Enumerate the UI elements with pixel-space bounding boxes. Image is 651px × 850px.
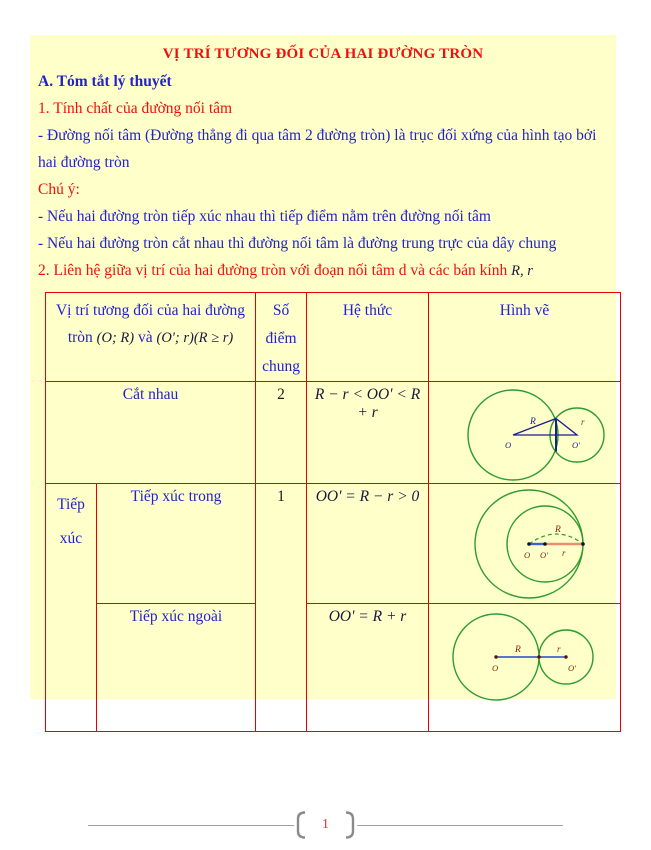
page-title: VỊ TRÍ TƯƠNG ĐỐI CỦA HAI ĐƯỜNG TRÒN (162, 46, 484, 62)
point-O (527, 542, 531, 546)
item-1-heading: 1. Tính chất của đường nối tâm (38, 100, 233, 117)
note-label: Chú ý: (38, 181, 80, 198)
label-r: r (581, 417, 585, 427)
page-footer (88, 808, 563, 842)
point-tangency (581, 542, 585, 546)
point-O-prime (564, 655, 567, 658)
cell-formula-tx-ngoai: OO' = R + r (307, 604, 429, 732)
label-O: O (492, 663, 499, 673)
label-O-prime: O' (568, 663, 576, 673)
row-intersecting (46, 382, 621, 484)
header-position-and: và (137, 329, 153, 346)
header-position-math2: (O'; r)(R ≥ r) (156, 330, 234, 346)
note-2: - Nếu hai đường tròn cắt nhau thì đường nối tâm là đường trung trực của dây chung (38, 235, 557, 252)
cell-label-tx-trong: Tiếp xúc trong (97, 484, 256, 604)
figure-internal-tangent-circles (431, 488, 620, 603)
page-number: 1 (322, 817, 329, 832)
center-triangle (513, 419, 577, 436)
section-a-heading: A. Tóm tắt lý thuyết (38, 73, 172, 90)
item-2-heading (38, 257, 608, 285)
left-bracket-icon (294, 810, 307, 840)
footer-rule-left (88, 825, 294, 826)
label-r: r (562, 548, 566, 558)
point-O (494, 655, 497, 658)
cell-group-tiep-xuc: Tiếp xúc (46, 484, 97, 732)
table-header-row (46, 293, 621, 382)
row-internal-tangent (46, 484, 621, 604)
note-1: - Nếu hai đường tròn tiếp xúc nhau thì tiếp điểm nằm trên đường nối tâm (38, 208, 491, 225)
figure-external-tangent-circles (431, 608, 620, 731)
header-cell-position (46, 293, 256, 382)
cell-count-tiep-xuc: 1 (256, 484, 307, 732)
label-O-prime: O' (572, 440, 580, 450)
header-cell-common-points: Số điểm chung (256, 293, 307, 382)
item-2-math: R, r (511, 263, 533, 279)
label-O-prime: O' (540, 550, 548, 560)
label-R: R (555, 525, 561, 535)
cell-label-cat-nhau: Cắt nhau (46, 382, 256, 484)
cell-label-tx-ngoai: Tiếp xúc ngoài (97, 604, 256, 732)
label-R: R (530, 417, 536, 427)
point-O-prime (543, 542, 547, 546)
header-position-text: Vị trí tương đối của hai đường tròn (55, 302, 246, 346)
cell-count-cat-nhau: 2 (256, 382, 307, 484)
figure-intersecting-circles (431, 386, 620, 483)
footer-rule-right (357, 825, 563, 826)
point-tangency (537, 655, 540, 658)
header-cell-figure: Hình vẽ (429, 293, 621, 382)
row-external-tangent (46, 604, 621, 732)
label-O: O (524, 550, 531, 560)
cell-formula-cat-nhau: R − r < OO' < R + r (307, 382, 429, 484)
relative-position-table (45, 292, 621, 732)
cell-figure-tx-trong (429, 484, 621, 604)
header-position-math1: (O; R) (96, 330, 135, 346)
yellow-content-block (30, 35, 616, 699)
cell-figure-tx-ngoai (429, 604, 621, 732)
right-bracket-icon (344, 810, 357, 840)
label-O: O (505, 440, 512, 450)
radius-arc-dashed (529, 534, 583, 544)
cell-figure-cat-nhau (429, 382, 621, 484)
paragraph-1: - Đường nối tâm (Đường thẳng đi qua tâm 2 đường tròn) là trục đối xứng của hình tạo bởi hai đường tròn (38, 127, 597, 171)
label-r: r (557, 644, 561, 654)
label-R: R (515, 645, 521, 655)
item-2-text: 2. Liên hệ giữa vị trí của hai đường tròn với đoạn nối tâm d và các bán kính (38, 262, 508, 279)
cell-formula-tx-trong: OO' = R − r > 0 (307, 484, 429, 604)
header-cell-relation: Hệ thức (307, 293, 429, 382)
